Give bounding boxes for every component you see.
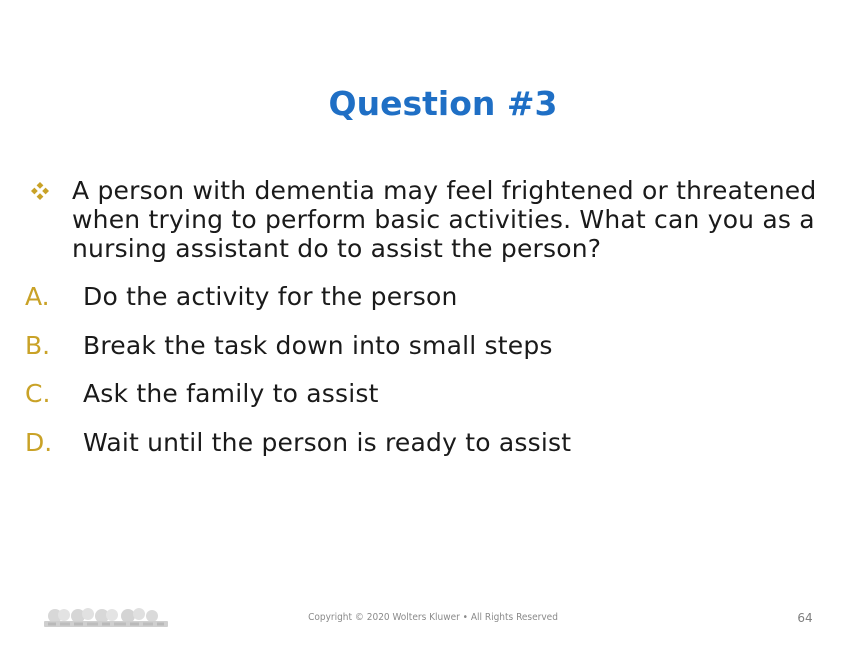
copyright-notice: Copyright © 2020 Wolters Kluwer • All Rights Reserved: [308, 612, 558, 623]
diamond-bullet-icon: [30, 181, 50, 201]
publisher-logo-icon: [42, 606, 170, 632]
option-text: Ask the family to assist: [83, 379, 379, 408]
option-c[interactable]: [25, 377, 571, 426]
option-text: Break the task down into small steps: [83, 330, 553, 360]
question-block: [30, 176, 840, 263]
option-text: Do the activity for the person: [83, 282, 458, 311]
option-b[interactable]: [25, 329, 571, 378]
slide-title: Question #3: [328, 84, 558, 123]
option-letter: A.: [25, 282, 50, 311]
answer-options: [25, 280, 571, 474]
option-d[interactable]: [25, 426, 571, 475]
question-text: A person with dementia may feel frightened or threatened when trying to perform basic activities. What can you as a nursing assistant do to assist the person?: [72, 176, 817, 263]
option-a[interactable]: [25, 280, 571, 329]
option-letter: B.: [25, 330, 51, 360]
option-text: Wait until the person is ready to assist: [83, 427, 572, 457]
page-number: 64: [797, 611, 813, 625]
option-letter: C.: [25, 379, 51, 408]
option-letter: D.: [25, 427, 53, 457]
